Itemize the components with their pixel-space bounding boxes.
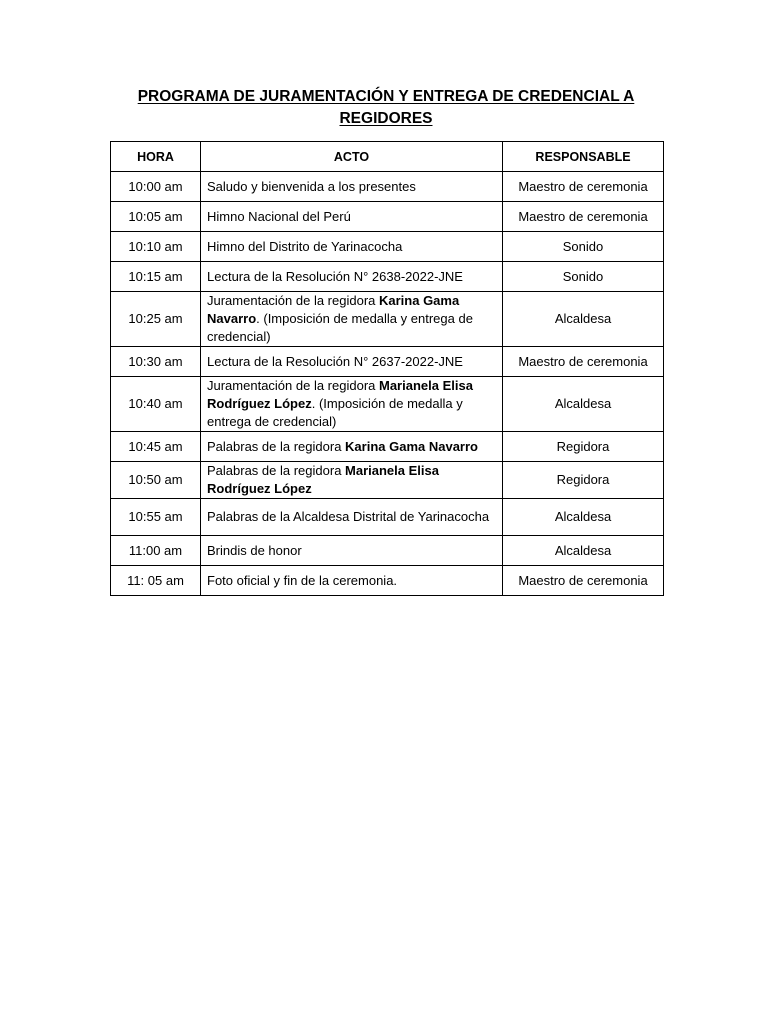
cell-acto: [201, 202, 503, 232]
cell-acto: [201, 432, 503, 462]
cell-responsable: Regidora: [503, 462, 664, 499]
table-row: [111, 566, 664, 596]
cell-hora: 10:25 am: [111, 292, 201, 347]
cell-responsable: Sonido: [503, 232, 664, 262]
acto-text: Himno Nacional del Perú: [207, 208, 351, 224]
table-row: [111, 172, 664, 202]
acto-text: Lectura de la Resolución N° 2638-2022-JNE: [207, 268, 463, 284]
table-row: [111, 232, 664, 262]
cell-responsable: Alcaldesa: [503, 499, 664, 536]
table-row: [111, 202, 664, 232]
cell-responsable: Maestro de ceremonia: [503, 202, 664, 232]
acto-bold-name: Marianela Elisa Rodríguez López: [207, 463, 439, 496]
header-responsable: RESPONSABLE: [503, 142, 664, 172]
header-hora: HORA: [111, 142, 201, 172]
cell-hora: 10:10 am: [111, 232, 201, 262]
table-row: [111, 377, 664, 432]
acto-text: Himno del Distrito de Yarinacocha: [207, 238, 403, 254]
table-row: [111, 347, 664, 377]
cell-responsable: Regidora: [503, 432, 664, 462]
cell-hora: 10:55 am: [111, 499, 201, 536]
table-row: [111, 462, 664, 499]
title-line-2: REGIDORES: [339, 110, 433, 127]
program-table: [110, 141, 664, 596]
cell-responsable: Maestro de ceremonia: [503, 172, 664, 202]
title-line-1: PROGRAMA DE JURAMENTACIÓN Y ENTREGA DE CREDENCIAL A: [137, 88, 635, 105]
acto-text: Saludo y bienvenida a los presentes: [207, 178, 416, 194]
cell-hora: 10:45 am: [111, 432, 201, 462]
table-row: [111, 536, 664, 566]
header-acto: ACTO: [201, 142, 503, 172]
acto-text: Foto oficial y fin de la ceremonia.: [207, 572, 398, 588]
cell-acto: [201, 262, 503, 292]
acto-text: Palabras de la regidora: [207, 463, 346, 478]
cell-hora: 11: 05 am: [111, 566, 201, 596]
cell-acto: [201, 292, 503, 347]
cell-responsable: Sonido: [503, 262, 664, 292]
page-title: [110, 86, 662, 130]
cell-responsable: Alcaldesa: [503, 536, 664, 566]
cell-acto: [201, 566, 503, 596]
cell-acto: [201, 377, 503, 432]
acto-text: Juramentación de la regidora: [207, 293, 379, 308]
cell-responsable: Maestro de ceremonia: [503, 347, 664, 377]
cell-responsable: Alcaldesa: [503, 377, 664, 432]
cell-hora: 10:05 am: [111, 202, 201, 232]
cell-acto: [201, 536, 503, 566]
table-row: [111, 292, 664, 347]
acto-text-after: . (Imposición de medalla y entrega de credencial): [207, 396, 463, 429]
cell-hora: 10:30 am: [111, 347, 201, 377]
cell-responsable: Alcaldesa: [503, 292, 664, 347]
cell-hora: 10:40 am: [111, 377, 201, 432]
acto-bold-name: Karina Gama Navarro: [345, 438, 478, 454]
cell-hora: 10:00 am: [111, 172, 201, 202]
acto-text: Juramentación de la regidora: [207, 378, 379, 393]
acto-text: Lectura de la Resolución N° 2637-2022-JNE: [207, 353, 463, 369]
table-row: [111, 262, 664, 292]
acto-text-after: . (Imposición de medalla y entrega de credencial): [207, 311, 473, 344]
acto-bold-name: Marianela Elisa Rodríguez López: [207, 378, 473, 411]
cell-acto: [201, 172, 503, 202]
table-row: [111, 432, 664, 462]
acto-text: Palabras de la Alcaldesa Distrital de Yarinacocha: [207, 509, 490, 524]
cell-responsable: Maestro de ceremonia: [503, 566, 664, 596]
cell-acto: [201, 499, 503, 536]
acto-bold-name: Karina Gama Navarro: [207, 293, 460, 326]
cell-hora: 10:15 am: [111, 262, 201, 292]
acto-text: Palabras de la regidora: [207, 438, 346, 454]
cell-hora: 10:50 am: [111, 462, 201, 499]
cell-acto: [201, 462, 503, 499]
table-header-row: [111, 142, 664, 172]
cell-acto: [201, 347, 503, 377]
cell-acto: [201, 232, 503, 262]
acto-text: Brindis de honor: [207, 542, 302, 558]
table-row: [111, 499, 664, 536]
cell-hora: 11:00 am: [111, 536, 201, 566]
